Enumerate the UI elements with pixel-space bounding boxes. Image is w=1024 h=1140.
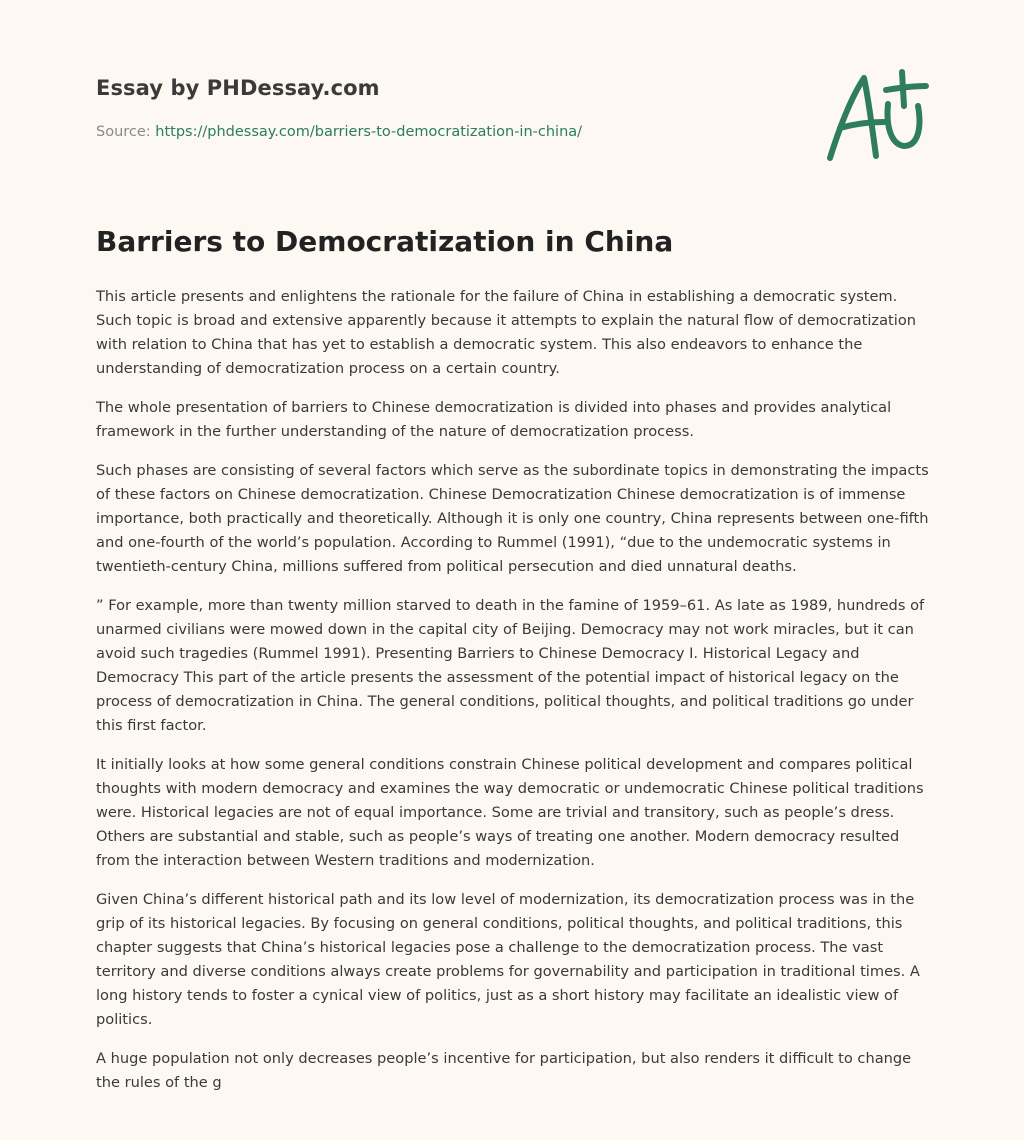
article-paragraph: This article presents and enlightens the rationale for the failure of China in establishing a democratic system. Such topic is broad and extensive apparently because it attempts to explain the natural flow of democratization with relation to China that has yet to establish a democratic system. This also endeavors to enhance the understanding of democratization process on a certain country. [96, 288, 916, 377]
article-paragraph: Given China’s different historical path and its low level of modernization, its democratization process was in the grip of its historical legacies. By focusing on general conditions, political thoughts, and political traditions, this chapter suggests that China’s historical legacies pose a challenge to the democratization process. The vast territory and diverse conditions always create problems for governability and participation in traditional times. A long history tends to foster a cynical view of politics, just as a short history may facilitate an idealistic view of politics. [96, 891, 920, 1028]
article-paragraph: Such phases are consisting of several factors which serve as the subordinate topics in demonstrating the impacts of these factors on Chinese democratization. Chinese Democratization Chinese democratization is of immense importance, both practically and theoretically. Although it is only one country, China represents between one-fifth and one-fourth of the world’s population. According to Rummel (1991), “due to the undemocratic systems in twentieth-century China, millions suffered from political persecution and died unnatural deaths. [96, 462, 929, 575]
article-paragraph: The whole presentation of barriers to Chinese democratization is divided into phases and provides analytical framework in the further understanding of the nature of democratization process. [96, 399, 892, 440]
article-body [96, 285, 930, 1110]
source-line [96, 124, 582, 140]
article-paragraph: A huge population not only decreases people’s incentive for participation, but also renders it difficult to change the rules of the g [96, 1050, 912, 1091]
source-label: Source: [96, 124, 151, 140]
article-title: Barriers to Democratization in China [96, 225, 674, 258]
article-paragraph: It initially looks at how some general conditions constrain Chinese political development and compares political thoughts with modern democracy and examines the way democratic or undemocratic Chinese political traditions were. Historical legacies are not of equal importance. Some are trivial and transitory, such as people’s dress. Others are substantial and stable, such as people’s ways of treating one another. Modern democracy resulted from the interaction between Western traditions and modernization. [96, 756, 924, 869]
source-link[interactable]: https://phdessay.com/barriers-to-democratization-in-china/ [155, 124, 583, 140]
article-paragraph: ” For example, more than twenty million starved to death in the famine of 1959–61. As late as 1989, hundreds of unarmed civilians were mowed down in the capital city of Beijing. Democracy may not work miracles, but it can avoid such tragedies (Rummel 1991). Presenting Barriers to Chinese Democracy I. Historical Legacy and Democracy This part of the article presents the assessment of the potential impact of historical legacy on the process of democratization in China. The general conditions, political thoughts, and political traditions go under this first factor. [96, 597, 925, 734]
site-brand: Essay by PHDessay.com [96, 76, 380, 100]
a-plus-logo-icon [818, 66, 930, 166]
